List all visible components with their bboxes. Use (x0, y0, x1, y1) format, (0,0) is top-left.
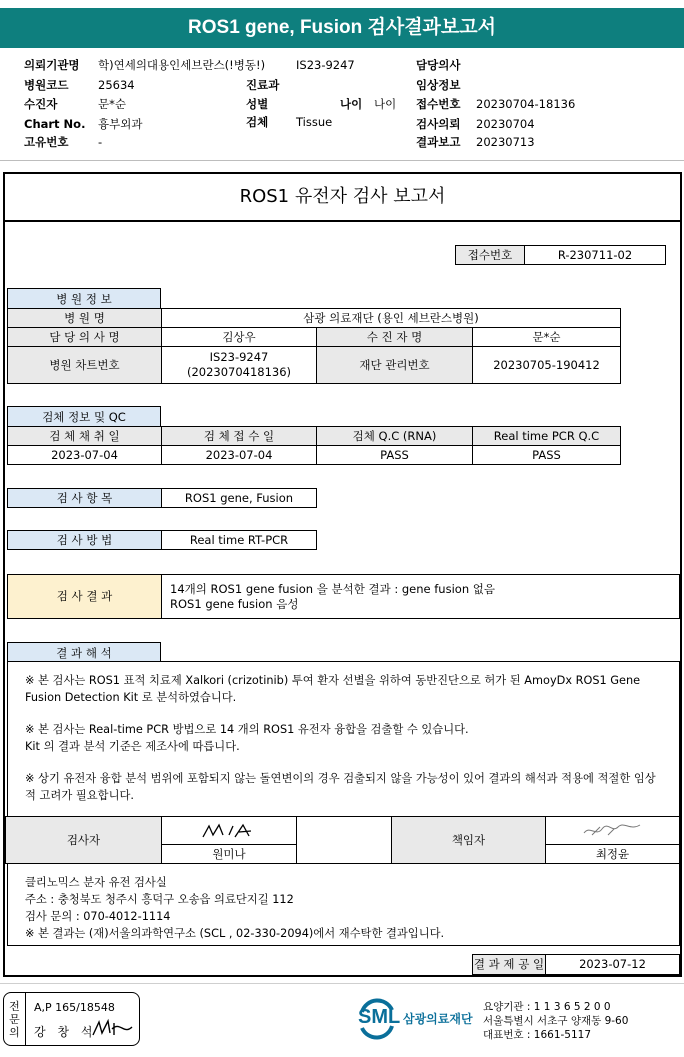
provided-date-label: 결 과 제 공 일 (472, 954, 546, 975)
note-2-line-2: Kit 의 결과 분석 기준은 제조사에 따릅니다. (25, 740, 240, 753)
hospital-name-value: 삼광 의료재단 (용인 세브란스병원) (161, 308, 621, 328)
specialist-stamp (3, 992, 140, 1046)
request-value: 20230704 (476, 117, 535, 131)
header-separator (0, 160, 684, 161)
test-result-label: 검 사 결 과 (7, 574, 162, 619)
patient-value: 문*순 (98, 97, 126, 111)
org-phone: 대표번호 : 1661-5117 (483, 1029, 592, 1041)
hospital-info-section: 병 원 정 보 (7, 288, 161, 308)
qc-rna-value: PASS (316, 445, 473, 465)
specimen-info-section: 검체 정보 및 QC (7, 406, 161, 426)
receipt-number-value: R-230711-02 (524, 245, 666, 265)
responsible-signature (545, 816, 680, 845)
receive-date-value: 2023-07-04 (161, 445, 317, 465)
report-banner-title: ROS1 gene, Fusion 검사결과보고서 (0, 8, 684, 48)
sml-logo-mark: SML (358, 1006, 401, 1028)
lab-name: 클리노믹스 분자 유전 검사실 (25, 876, 167, 889)
stamp-vertical-label (4, 993, 26, 1045)
unique-no-value: - (98, 135, 103, 149)
chart-no-value: 흉부외과 (98, 117, 143, 131)
clinical-info-label: 임상정보 (416, 78, 461, 92)
age-label: 나이 (340, 97, 363, 111)
report-title: ROS1 유전자 검사 보고서 (5, 174, 680, 222)
patient-name-label: 수 진 자 명 (316, 327, 473, 347)
doctor-value: 김상우 (161, 327, 317, 347)
note-1-line-2: Fusion Detection Kit 로 분석하였습니다. (25, 691, 237, 704)
test-result-cell (161, 574, 680, 619)
patient-label: 수진자 (24, 97, 58, 111)
tester-name: 원미나 (161, 844, 297, 864)
tester-signature (161, 816, 297, 845)
report-date-label: 결과보고 (416, 135, 461, 149)
stamp-char-2: 문 (9, 1012, 20, 1026)
stamp-license: A,P 165/18548 (34, 1001, 115, 1014)
qc-pcr-value: PASS (472, 445, 621, 465)
receipt-no-value: 20230704-18136 (476, 97, 576, 111)
note-1-line-1: ※ 본 검사는 ROS1 표적 치료제 Xalkori (crizotinib) 투여 환자 선별을 위하여 동반진단으로 허가 된 AmoyDx ROS1 Gene (25, 674, 641, 687)
chart-number-sub: (2023070418136) (186, 365, 292, 379)
specimen-label: 검체 (246, 115, 269, 129)
request-label: 검사의뢰 (416, 117, 461, 131)
chart-no-label: Chart No. (24, 117, 86, 131)
test-method-value: Real time RT-PCR (161, 530, 317, 550)
collect-date-label: 검 체 채 취 일 (7, 426, 162, 446)
interpretation-section: 결 과 해 석 (7, 642, 161, 662)
report-date-value: 20230713 (476, 135, 535, 149)
note-2-line-1: ※ 본 검사는 Real-time PCR 방법으로 14 개의 ROS1 유전자 융합을 검출할 수 있습니다. (25, 723, 469, 736)
department-label: 진료과 (246, 78, 280, 92)
age-value: 나이 (374, 97, 397, 111)
patient-name-value: 문*순 (472, 327, 621, 347)
stamp-char-3: 의 (9, 1025, 20, 1039)
stamp-char-1: 전 (9, 999, 20, 1013)
test-result-line-1: 14개의 ROS1 gene fusion 을 분석한 결과 : gene fusion 없음 (170, 581, 495, 596)
qc-rna-label: 검체 Q.C (RNA) (316, 426, 473, 446)
responsible-label: 책임자 (391, 816, 546, 864)
hospital-code-value: 25634 (98, 78, 135, 92)
note-3-line-2: 적 고려가 필요합니다. (25, 789, 134, 802)
doctor-label: 담 당 의 사 명 (7, 327, 162, 347)
hospital-code-label: 병원코드 (24, 78, 69, 92)
responsible-name: 최정윤 (545, 844, 680, 864)
qc-pcr-label: Real time PCR Q.C (472, 426, 621, 446)
institution-value: 학)연세의대용인세브란스(!병동!) (98, 58, 266, 72)
footer-separator (0, 983, 684, 984)
test-method-label: 검 사 방 법 (7, 530, 162, 550)
attending-label: 담당의사 (416, 58, 461, 72)
provided-date-value: 2023-07-12 (545, 954, 680, 975)
chart-number-value: IS23-9247 (209, 350, 269, 364)
test-item-value: ROS1 gene, Fusion (161, 488, 317, 508)
institution-id: IS23-9247 (296, 58, 355, 72)
foundation-number-label: 재단 관리번호 (316, 346, 473, 384)
stamp-name: 강 창 석 (34, 1025, 97, 1039)
sml-logo-text: 삼광의료재단 (403, 1012, 473, 1026)
org-address: 서울특별시 서초구 양재동 9-60 (483, 1015, 629, 1027)
receipt-no-label: 접수번호 (416, 97, 461, 111)
specimen-value: Tissue (296, 115, 333, 129)
report-frame (3, 172, 682, 977)
tester-label: 검사자 (5, 816, 162, 864)
foundation-number-value: 20230705-190412 (472, 346, 621, 384)
unique-no-label: 고유번호 (24, 135, 69, 149)
org-code: 요양기관 : 1 1 3 6 5 2 0 0 (483, 1001, 611, 1013)
sex-label: 성별 (246, 97, 269, 111)
lab-address: 주소 : 충청북도 청주시 흥덕구 오송읍 의료단지길 112 (25, 893, 294, 906)
chart-number-label: 병원 차트번호 (7, 346, 162, 384)
note-3-line-1: ※ 상기 유전자 융합 분석 범위에 포함되지 않는 돌연변이의 경우 검출되지 않을 가능성이 있어 결과의 해석과 적용에 적절한 임상 (25, 772, 656, 785)
institution-label: 의뢰기관명 (24, 58, 80, 72)
stamp-signature-icon (90, 1017, 136, 1039)
lab-phone: 검사 문의 : 070-4012-1114 (25, 910, 171, 923)
test-result-line-2: ROS1 gene fusion 음성 (170, 596, 299, 611)
hospital-name-label: 병 원 명 (7, 308, 162, 328)
chart-number-cell (161, 346, 317, 384)
receipt-number-label: 접수번호 (455, 245, 525, 265)
blank-cell (296, 816, 392, 864)
responsible-signature-icon (578, 821, 648, 841)
tester-signature-icon (199, 821, 259, 841)
receive-date-label: 검 체 접 수 일 (161, 426, 317, 446)
test-item-label: 검 사 항 목 (7, 488, 162, 508)
collect-date-value: 2023-07-04 (7, 445, 162, 465)
lab-note: ※ 본 결과는 (재)서울의과학연구소 (SCL , 02-330-2094)에서 재수탁한 결과입니다. (25, 927, 445, 940)
